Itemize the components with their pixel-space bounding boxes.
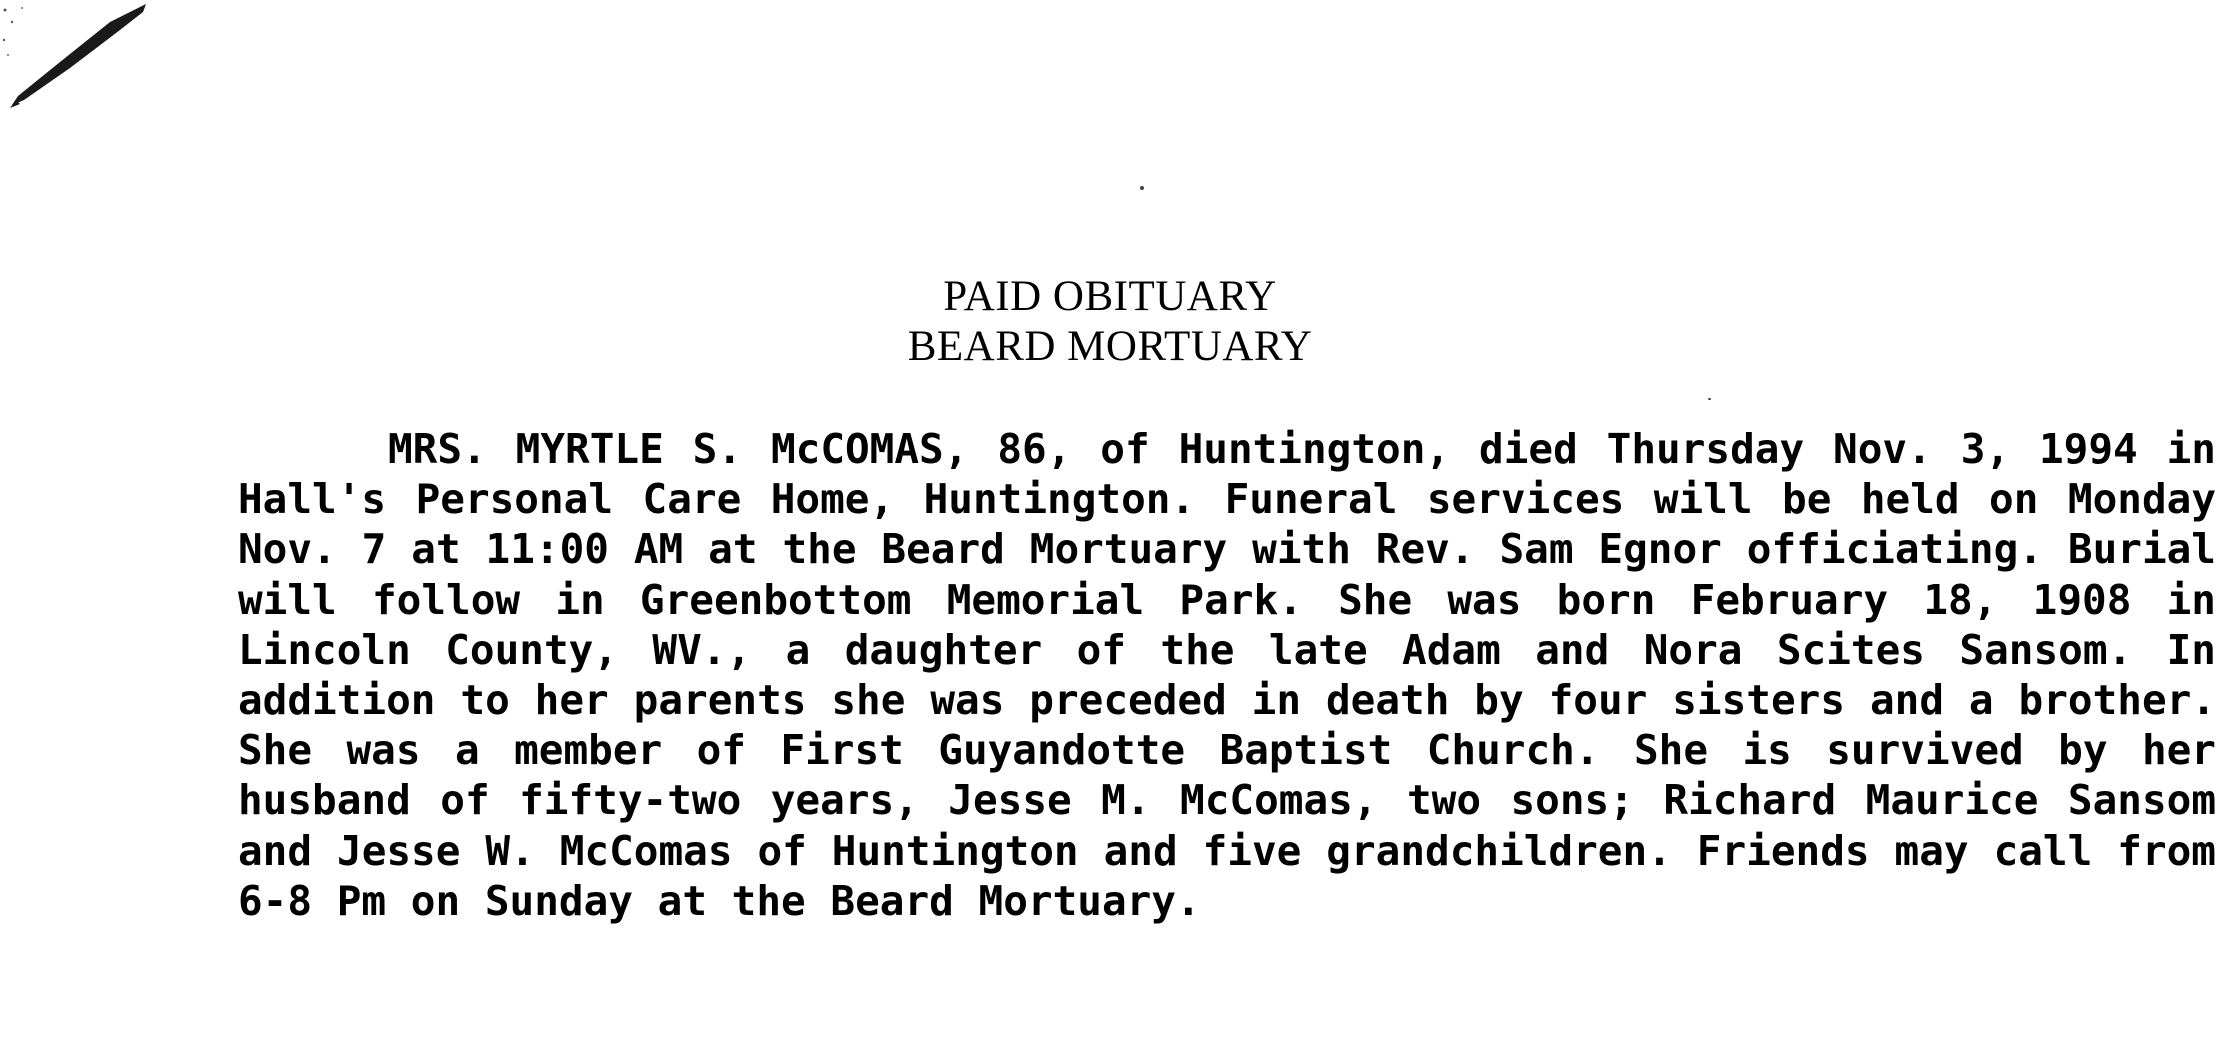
scan-speck	[1140, 186, 1144, 190]
scan-pen-mark	[0, 0, 160, 120]
obituary-heading: PAID OBITUARY	[943, 273, 1277, 320]
mortuary-name: BEARD MORTUARY	[907, 323, 1313, 370]
scan-speck	[1708, 398, 1711, 400]
obituary-body: MRS. MYRTLE S. McCOMAS, 86, of Huntington, died Thursday Nov. 3, 1994 in Hall's Personal Care Home, Huntington. Funeral services will be held on Monday Nov. 7 at 11:00 AM at the Beard Mortuary with Rev. Sam Egnor officiating. Burial will follow in Greenbottom Memorial Park. She was born February 18, 1908 in Lincoln County, WV., a daughter of the late Adam and Nora Scites Sansom. In addition to her parents she was preceded in death by four sisters and a brother. She was a member of First Guyandotte Baptist Church. She is survived by her husband of fifty-two years, Jesse M. McComas, two sons; Richard Maurice Sansom and Jesse W. McComas of Huntington and five grandchildren. Friends may call from 6-8 Pm on Sunday at the Beard Mortuary.	[238, 425, 2216, 925]
